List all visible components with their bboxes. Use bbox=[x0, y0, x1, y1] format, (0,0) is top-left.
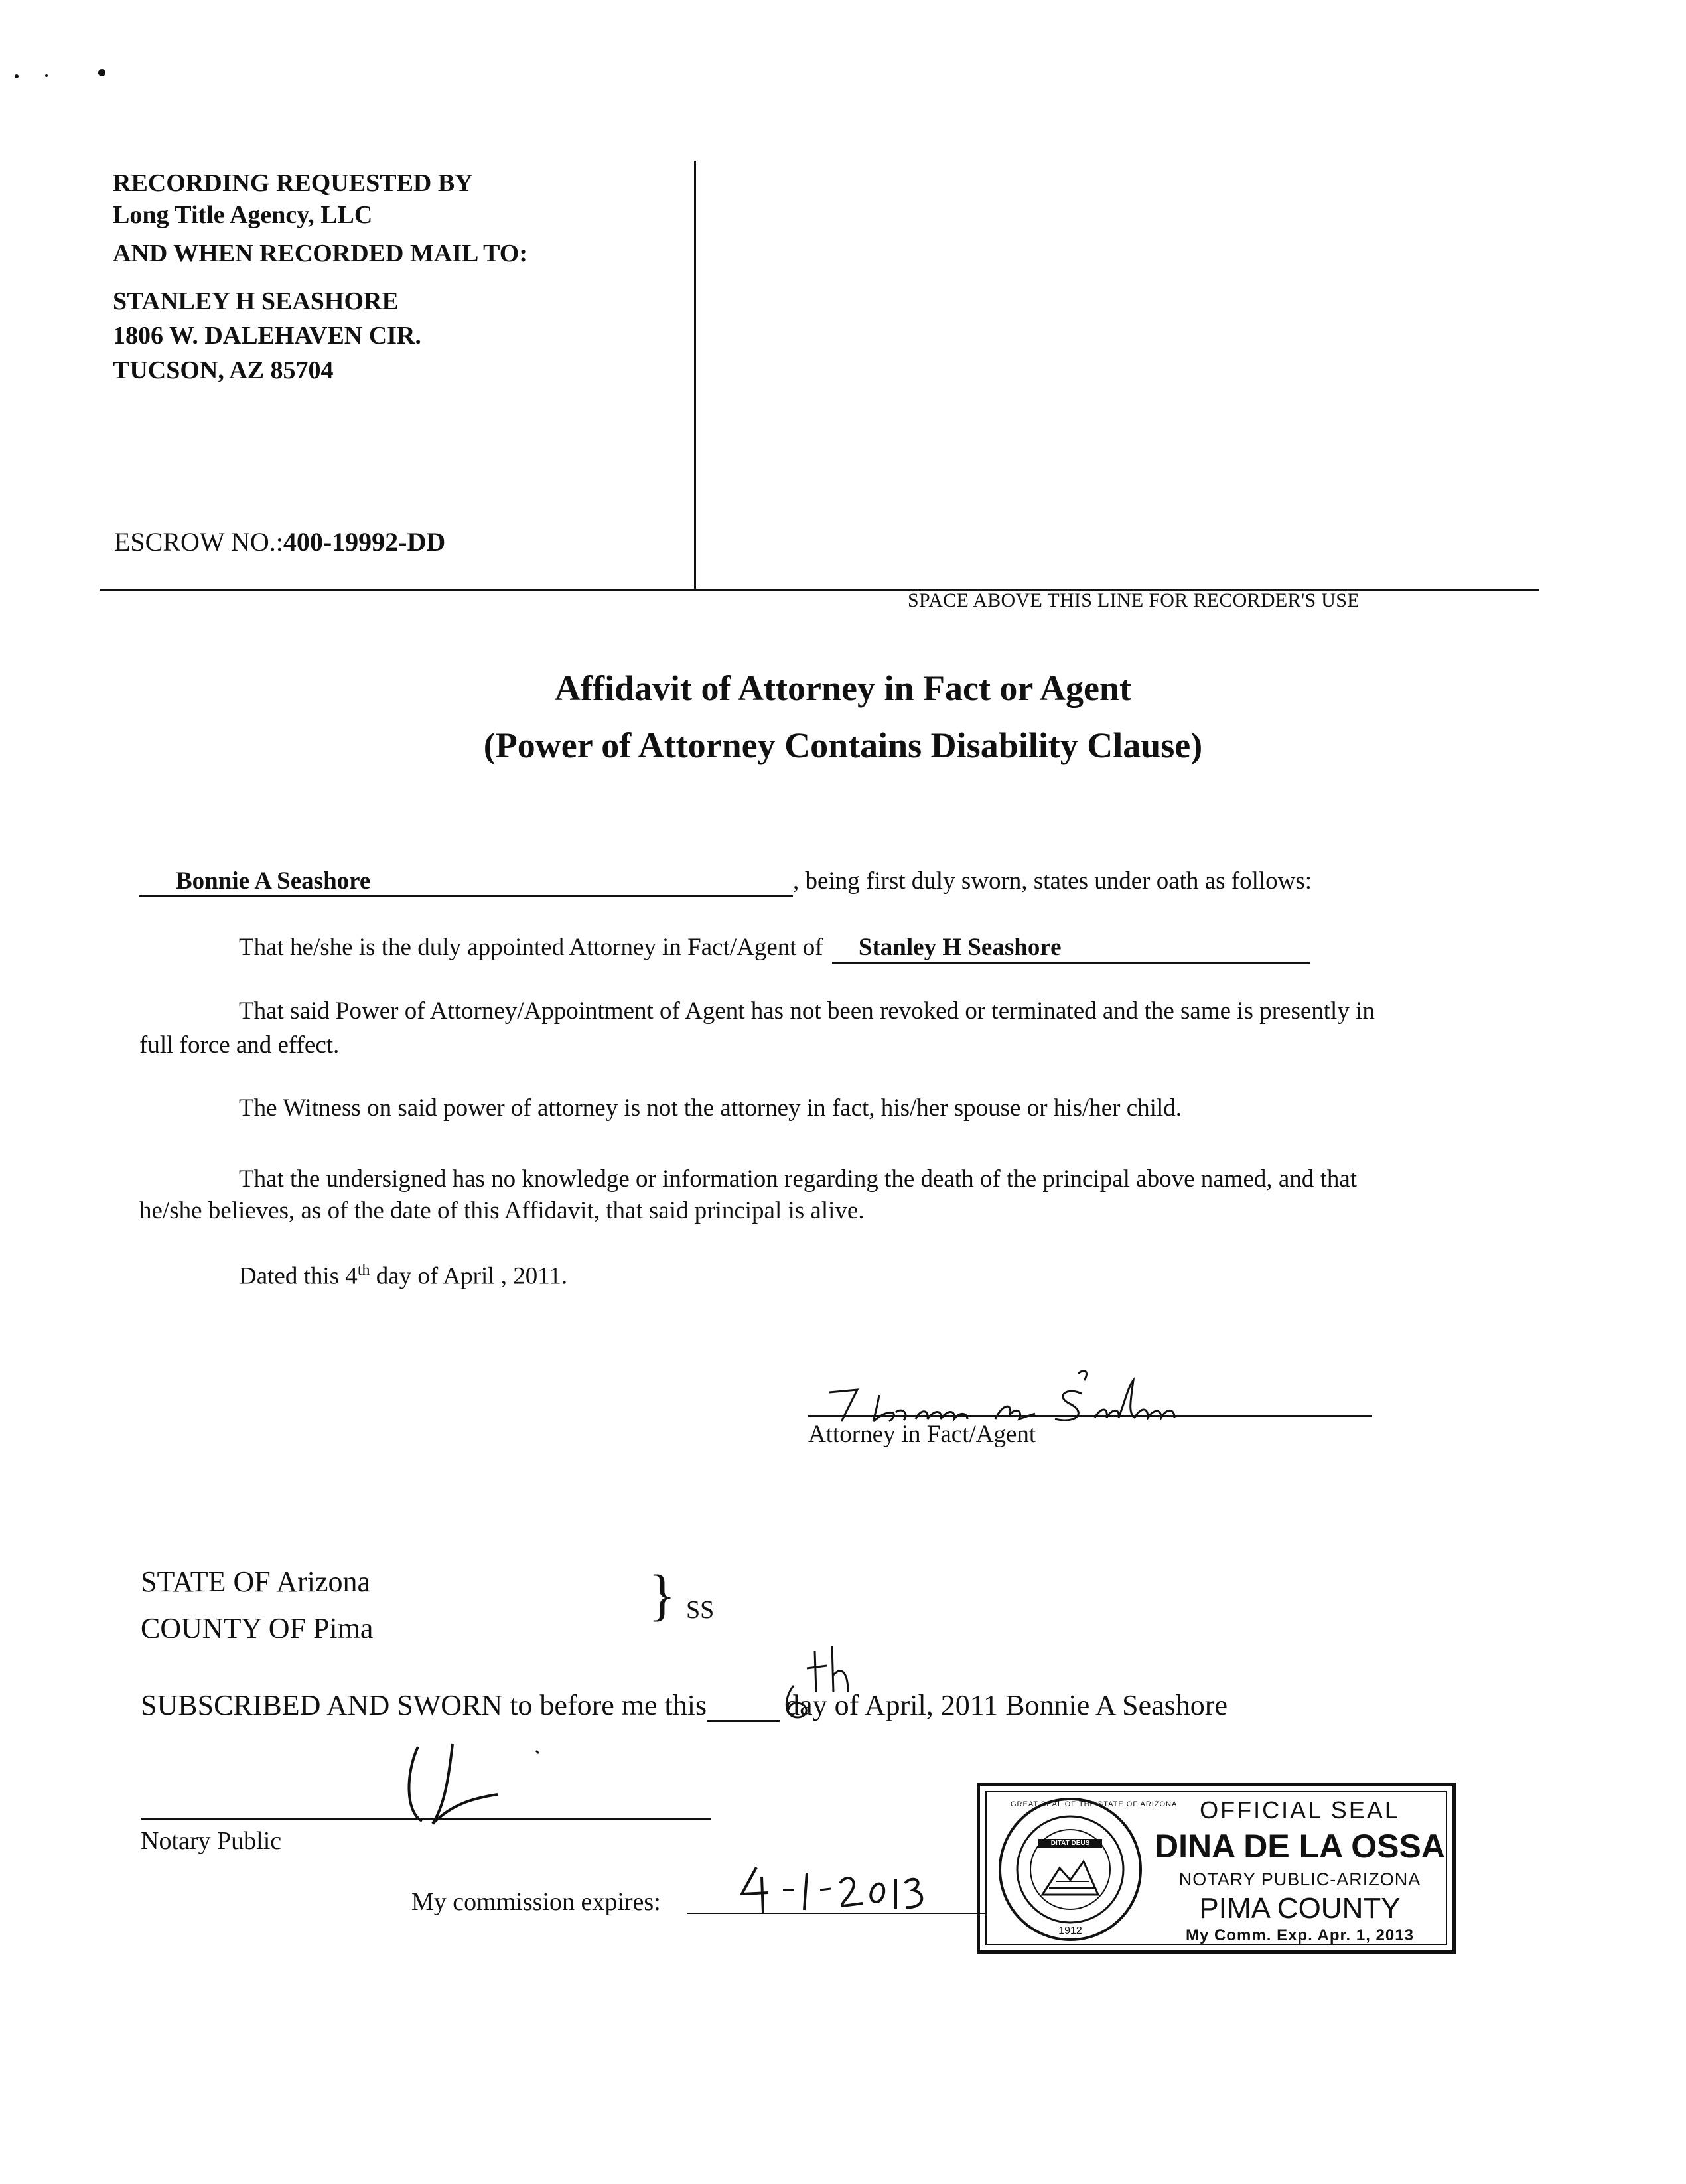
mail-to-label: AND WHEN RECORDED MAIL TO: bbox=[113, 240, 527, 267]
dated-prefix: Dated this 4 bbox=[239, 1262, 358, 1290]
principal-name: Stanley H Seashore bbox=[858, 934, 1062, 961]
recording-requested-label: RECORDING REQUESTED BY bbox=[113, 169, 473, 197]
notary-signature-line bbox=[141, 1818, 711, 1820]
subscribed-prefix: SUBSCRIBED AND SWORN to before me this bbox=[141, 1689, 707, 1721]
affiant-name: Bonnie A Seashore bbox=[176, 867, 371, 895]
emblem-ring-text: GREAT SEAL OF THE STATE OF ARIZONA bbox=[1011, 1800, 1178, 1808]
recording-block bbox=[113, 166, 677, 388]
mail-to-street: 1806 W. DALEHAVEN CIR. bbox=[113, 322, 421, 350]
emblem-motto: DITAT DEUS bbox=[1050, 1840, 1090, 1847]
scan-speck bbox=[45, 74, 48, 77]
notary-public-label: Notary Public bbox=[141, 1827, 282, 1855]
not-revoked-line1: That said Power of Attorney/Appointment of Agent has not been revoked or terminated and the same is presently in bbox=[239, 997, 1375, 1025]
document-title-line2: (Power of Attorney Contains Disability Clause) bbox=[483, 725, 1203, 765]
attorney-signature-line bbox=[808, 1415, 1372, 1417]
affiant-line bbox=[139, 867, 1312, 897]
no-knowledge-line2: he/she believes, as of the date of this Affidavit, that said principal is alive. bbox=[139, 1197, 865, 1224]
scan-speck bbox=[98, 69, 105, 76]
agency-name: Long Title Agency, LLC bbox=[113, 201, 373, 229]
handwritten-day bbox=[775, 1639, 868, 1725]
witness-paragraph: The Witness on said power of attorney is not the attorney in fact, his/her spouse or his/her child. bbox=[239, 1094, 1182, 1122]
no-knowledge-line1: That the undersigned has no knowledge or information regarding the death of the principal above named, and that bbox=[239, 1165, 1358, 1193]
not-revoked-line2: full force and effect. bbox=[139, 1031, 340, 1058]
official-seal bbox=[977, 1783, 1456, 1954]
dated-line bbox=[239, 1262, 567, 1290]
sworn-text: , being first duly sworn, states under oath as follows: bbox=[793, 867, 1312, 895]
subscribed-line bbox=[141, 1688, 1228, 1722]
emblem-year: 1912 bbox=[1058, 1925, 1082, 1936]
notary-signature bbox=[391, 1739, 544, 1832]
mail-to-city: TUCSON, AZ 85704 bbox=[113, 356, 334, 384]
county-line: COUNTY OF Pima bbox=[141, 1612, 374, 1644]
commission-label: My commission expires: bbox=[411, 1888, 661, 1916]
appointed-text: That he/she is the duly appointed Attorney in Fact/Agent of bbox=[239, 934, 823, 961]
commission-handwritten bbox=[730, 1863, 929, 1917]
ss-brace: } bbox=[648, 1563, 676, 1627]
recorder-note: SPACE ABOVE THIS LINE FOR RECORDER'S USE bbox=[908, 589, 1360, 611]
escrow-line bbox=[114, 526, 445, 557]
subscribed-suffix: day of April, 2011 Bonnie A Seashore bbox=[785, 1689, 1228, 1721]
escrow-number: 400-19992-DD bbox=[283, 527, 446, 557]
escrow-label: ESCROW NO.: bbox=[114, 527, 283, 557]
seal-expires: My Comm. Exp. Apr. 1, 2013 bbox=[1186, 1927, 1414, 1944]
appointed-line bbox=[239, 933, 1310, 964]
mail-to-name: STANLEY H SEASHORE bbox=[113, 287, 399, 315]
dated-sup: th bbox=[357, 1262, 370, 1279]
state-line: STATE OF Arizona bbox=[141, 1565, 371, 1598]
seal-county: PIMA COUNTY bbox=[1199, 1892, 1401, 1925]
ss-label: SS bbox=[686, 1596, 715, 1624]
seal-official: OFFICIAL SEAL bbox=[1200, 1796, 1400, 1824]
seal-notary-title: NOTARY PUBLIC-ARIZONA bbox=[1178, 1869, 1421, 1889]
dated-suffix: day of April , 2011. bbox=[370, 1262, 568, 1290]
state-seal-emblem bbox=[996, 1795, 1178, 1944]
recording-divider-vertical bbox=[694, 161, 696, 589]
seal-notary-name: DINA DE LA OSSA bbox=[1155, 1828, 1445, 1865]
scan-speck bbox=[15, 74, 19, 78]
document-title-line1: Affidavit of Attorney in Fact or Agent bbox=[555, 668, 1131, 708]
attorney-caption: Attorney in Fact/Agent bbox=[808, 1421, 1036, 1448]
